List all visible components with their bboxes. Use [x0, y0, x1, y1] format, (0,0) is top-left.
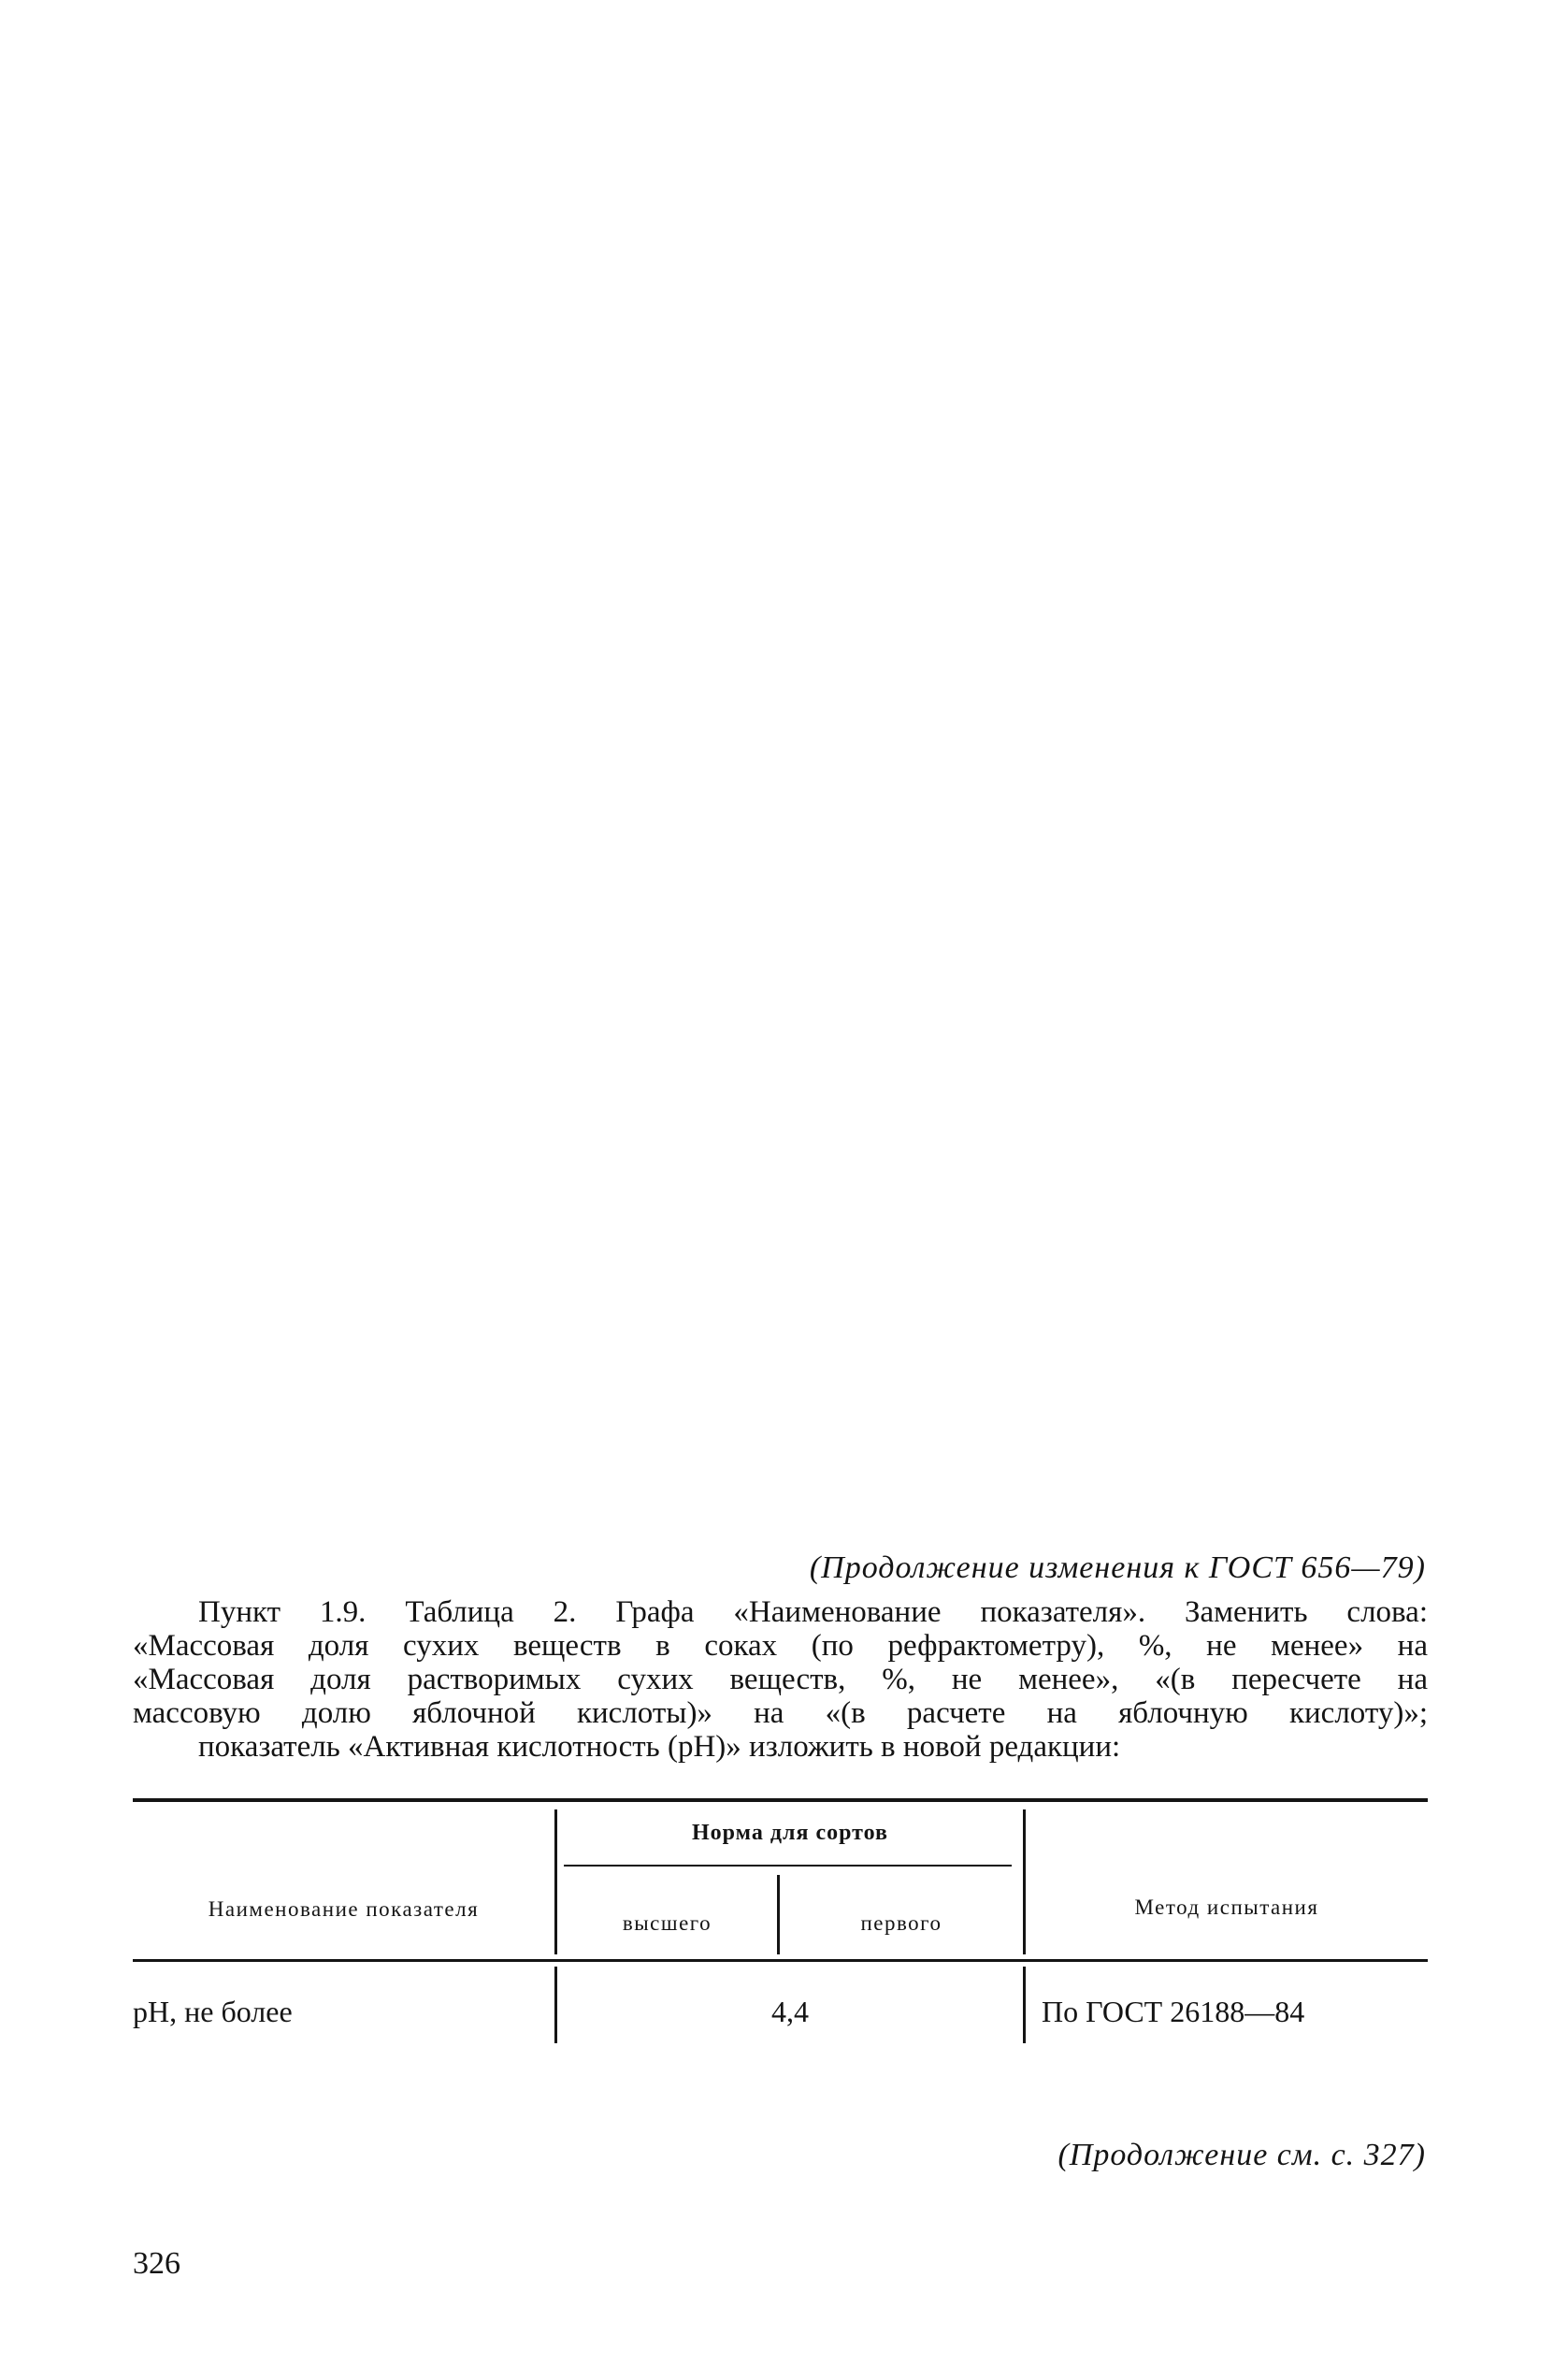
header-norm-group: Норма для сортов — [692, 1821, 888, 1845]
header-grade-first: первого — [860, 1911, 942, 1935]
norm-subheader-rule — [564, 1865, 1012, 1867]
header-grade-highest: высшего — [622, 1911, 712, 1935]
continuation-footer: (Продолжение см. с. 327) — [1057, 2138, 1426, 2172]
amendment-text — [133, 1595, 1428, 1764]
indicator-table — [133, 1798, 1428, 2126]
text-line: «Массовая доля сухих веществ в соках (по рефрактометру), %, не менее» на — [133, 1629, 1428, 1663]
row-norm-value: 4,4 — [771, 1995, 809, 2028]
table-top-rule — [133, 1798, 1428, 1802]
text-line: массовую долю яблочной кислоты)» на «(в расчете на яблочную кислоту)»; — [133, 1696, 1428, 1730]
header-indicator-name: Наименование показателя — [208, 1897, 480, 1921]
header-method: Метод испытания — [1134, 1896, 1319, 1919]
page-number: 326 — [133, 2246, 180, 2281]
continuation-header: (Продолжение изменения к ГОСТ 656—79) — [809, 1550, 1426, 1585]
column-divider — [1023, 1967, 1026, 2043]
row-indicator-name: pH, не более — [133, 1995, 293, 2028]
column-divider — [1023, 1809, 1026, 1954]
text-line: «Массовая доля растворимых сухих веществ, %, не менее», «(в пересчете на — [133, 1663, 1428, 1696]
row-method: По ГОСТ 26188—84 — [1042, 1995, 1305, 2028]
table-header-rule — [133, 1959, 1428, 1962]
text-line: Пункт 1.9. Таблица 2. Графа «Наименование показателя». Заменить слова: — [198, 1595, 1428, 1629]
text-line: показатель «Активная кислотность (pH)» изложить в новой редакции: — [198, 1730, 1121, 1764]
